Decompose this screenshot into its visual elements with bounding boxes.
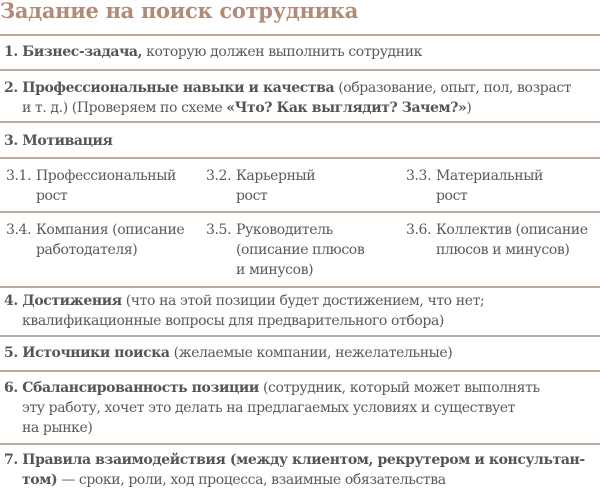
item-heading: том): [22, 472, 58, 488]
divider: [0, 157, 600, 159]
item-text: квалификационные вопросы для предварительного отбора): [22, 313, 444, 329]
item-heading: 5. Источники поиска: [4, 345, 170, 361]
item-3: [4, 131, 596, 151]
sub-number: 3.6.: [406, 222, 432, 238]
item-heading: 3. Мотивация: [4, 133, 113, 149]
item-heading: 1. Бизнес-задача,: [4, 44, 143, 60]
item-5: [4, 343, 596, 363]
sub-number: 3.1.: [6, 168, 32, 184]
item-6: [4, 378, 596, 438]
sub-number: 3.5.: [206, 222, 232, 238]
sub-number: 3.2.: [206, 168, 232, 184]
divider: [0, 121, 600, 123]
sub-text: Компания (описание работодателя): [36, 222, 185, 258]
sub-text: Руководитель (описание плюсов и минусов): [236, 222, 365, 278]
item-text: на рынке): [22, 420, 93, 436]
item-text: которую должен выполнить сотрудник: [142, 44, 422, 60]
item-heading: 7. Правила взаимодействия (между клиентом, рекрутером и консультан-: [4, 452, 585, 468]
divider: [0, 370, 600, 372]
divider: [0, 69, 600, 71]
item-heading: 2. Профессиональные навыки и качества: [4, 80, 335, 96]
sub-text: Профессиональный рост: [36, 168, 176, 204]
item-text: эту работу, хочет это делать на предлагаемых условиях и существует: [22, 400, 516, 416]
sub-number: 3.4.: [6, 222, 32, 238]
item-text: (сотрудник, который может выполнять: [258, 380, 540, 396]
item-emphasis: «Что? Как выглядит? Зачем?»: [226, 100, 467, 116]
sub-text: Карьерный рост: [236, 168, 316, 204]
item-text: (образование, опыт, пол, возраст: [334, 80, 572, 96]
item-heading: 4. Достижения: [4, 293, 122, 309]
divider: [0, 443, 600, 445]
divider: [0, 34, 600, 36]
item-heading: 6. Сбалансированность позиции: [4, 380, 259, 396]
item-text: ): [466, 100, 472, 116]
divider: [0, 211, 600, 213]
item-text: (желаемые компании, нежелательные): [169, 345, 453, 361]
sub-text: Материальный рост: [436, 168, 543, 204]
item-text: и т. д.) (Проверяем по схеме: [22, 100, 227, 116]
divider: [0, 286, 600, 288]
item-2: [4, 78, 596, 118]
sub-text: Коллектив (описание плюсов и минусов): [436, 222, 588, 258]
sub-number: 3.3.: [406, 168, 432, 184]
item-text: — сроки, роли, ход процесса, взаимные обязательства: [57, 472, 446, 488]
item-1: [4, 42, 596, 62]
divider: [0, 335, 600, 337]
item-text: (что на этой позиции будет достижением, что нет;: [121, 293, 485, 309]
page-title: Задание на поиск сотрудника: [0, 0, 359, 23]
item-7: [4, 450, 596, 490]
item-4: [4, 291, 596, 331]
